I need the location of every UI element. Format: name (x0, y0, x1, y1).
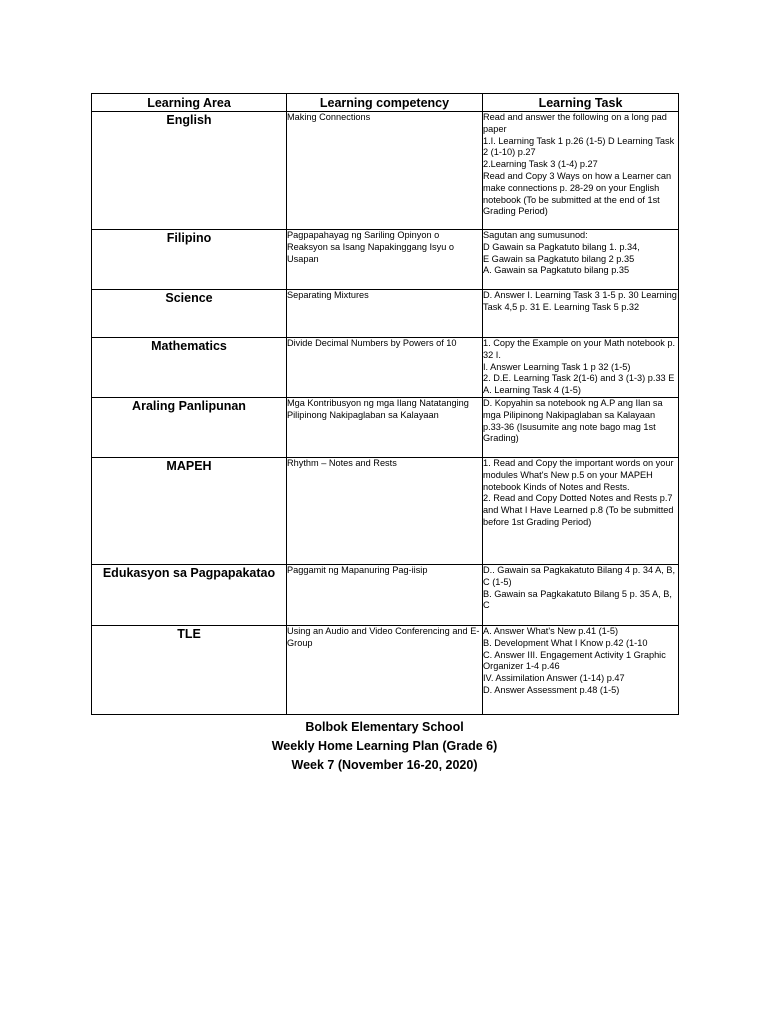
competency-cell: Rhythm – Notes and Rests (287, 458, 483, 565)
week-label: Week 7 (November 16-20, 2020) (291, 758, 478, 772)
task-cell: 1. Copy the Example on your Math notebook p. 32 I. I. Answer Learning Task 1 p 32 (1-5) 2. D.E. Learning Task 2(1-6) and 3 (1-3) p.33 E A. Learning Task 4 (1-5) (483, 338, 679, 398)
school-name: Bolbok Elementary School (305, 720, 464, 734)
learning-area-cell: Araling Panlipunan (92, 398, 287, 458)
task-cell: A. Answer What's New p.41 (1-5) B. Development What I Know p.42 (1-10 C. Answer III. Engagement Activity 1 Graphic Organizer 1-4 p.46 IV. Assimilation Answer (1-14) p.47 D. Answer Assessment p.48 (1-5) (483, 626, 679, 715)
task-cell: D. Answer I. Learning Task 3 1-5 p. 30 Learning Task 4,5 p. 31 E. Learning Task 5 p.32 (483, 290, 679, 338)
task-cell: Read and answer the following on a long pad paper 1.I. Learning Task 1 p.26 (1-5) D Learning Task 2 (1-10) p.27 2.Learning Task 3 (1-4) p.27 Read and Copy 3 Ways on how a Learner can make connections p. 28-29 on your English notebook (To be submitted at the end of 1st Grading Period) (483, 112, 679, 230)
table-row (92, 290, 679, 338)
table-row (92, 338, 679, 398)
table-row (92, 230, 679, 290)
header-learning-task: Learning Task (483, 94, 679, 112)
plan-title: Weekly Home Learning Plan (Grade 6) (271, 739, 498, 753)
table-row (92, 458, 679, 565)
table-header-row (92, 94, 679, 112)
learning-area-cell: Edukasyon sa Pagpapakatao (92, 565, 287, 626)
learning-area-cell: Filipino (92, 230, 287, 290)
competency-cell: Making Connections (287, 112, 483, 230)
competency-cell: Separating Mixtures (287, 290, 483, 338)
document-footer (91, 718, 678, 775)
learning-area-cell: English (92, 112, 287, 230)
learning-plan-table (91, 93, 679, 715)
learning-area-cell: Science (92, 290, 287, 338)
table-row (92, 112, 679, 230)
competency-cell: Pagpapahayag ng Sariling Opinyon o Reaksyon sa Isang Napakinggang Isyu o Usapan (287, 230, 483, 290)
competency-cell: Mga Kontribusyon ng mga Ilang Natatanging Pilipinong Nakipaglaban sa Kalayaan (287, 398, 483, 458)
table-row (92, 398, 679, 458)
task-cell: Sagutan ang sumusunod: D Gawain sa Pagkatuto bilang 1. p.34, E Gawain sa Pagkatuto bilang 2 p.35 A. Gawain sa Pagkatuto bilang p.35 (483, 230, 679, 290)
learning-area-cell: TLE (92, 626, 287, 715)
table-row (92, 626, 679, 715)
header-learning-area: Learning Area (92, 94, 287, 112)
task-cell: D. Kopyahin sa notebook ng A.P ang Ilan sa mga Pilipinong Nakipaglaban sa Kalayaan p.33-36 (Isusumite ang note bago mag 1st Grading) (483, 398, 679, 458)
competency-cell: Using an Audio and Video Conferencing and E- Group (287, 626, 483, 715)
task-cell: 1. Read and Copy the important words on your modules What's New p.5 on your MAPEH notebook Kinds of Notes and Rests. 2. Read and Copy Dotted Notes and Rests p.7 and What I Have Learned p.8 (To be submitted before 1st Grading Period) (483, 458, 679, 565)
table-row (92, 565, 679, 626)
competency-cell: Divide Decimal Numbers by Powers of 10 (287, 338, 483, 398)
learning-area-cell: MAPEH (92, 458, 287, 565)
learning-area-cell: Mathematics (92, 338, 287, 398)
header-learning-competency: Learning competency (287, 94, 483, 112)
competency-cell: Paggamit ng Mapanuring Pag-iisip (287, 565, 483, 626)
task-cell: D.. Gawain sa Pagkakatuto Bilang 4 p. 34 A, B, C (1-5) B. Gawain sa Pagkakatuto Bilang 5 p. 35 A, B, C (483, 565, 679, 626)
